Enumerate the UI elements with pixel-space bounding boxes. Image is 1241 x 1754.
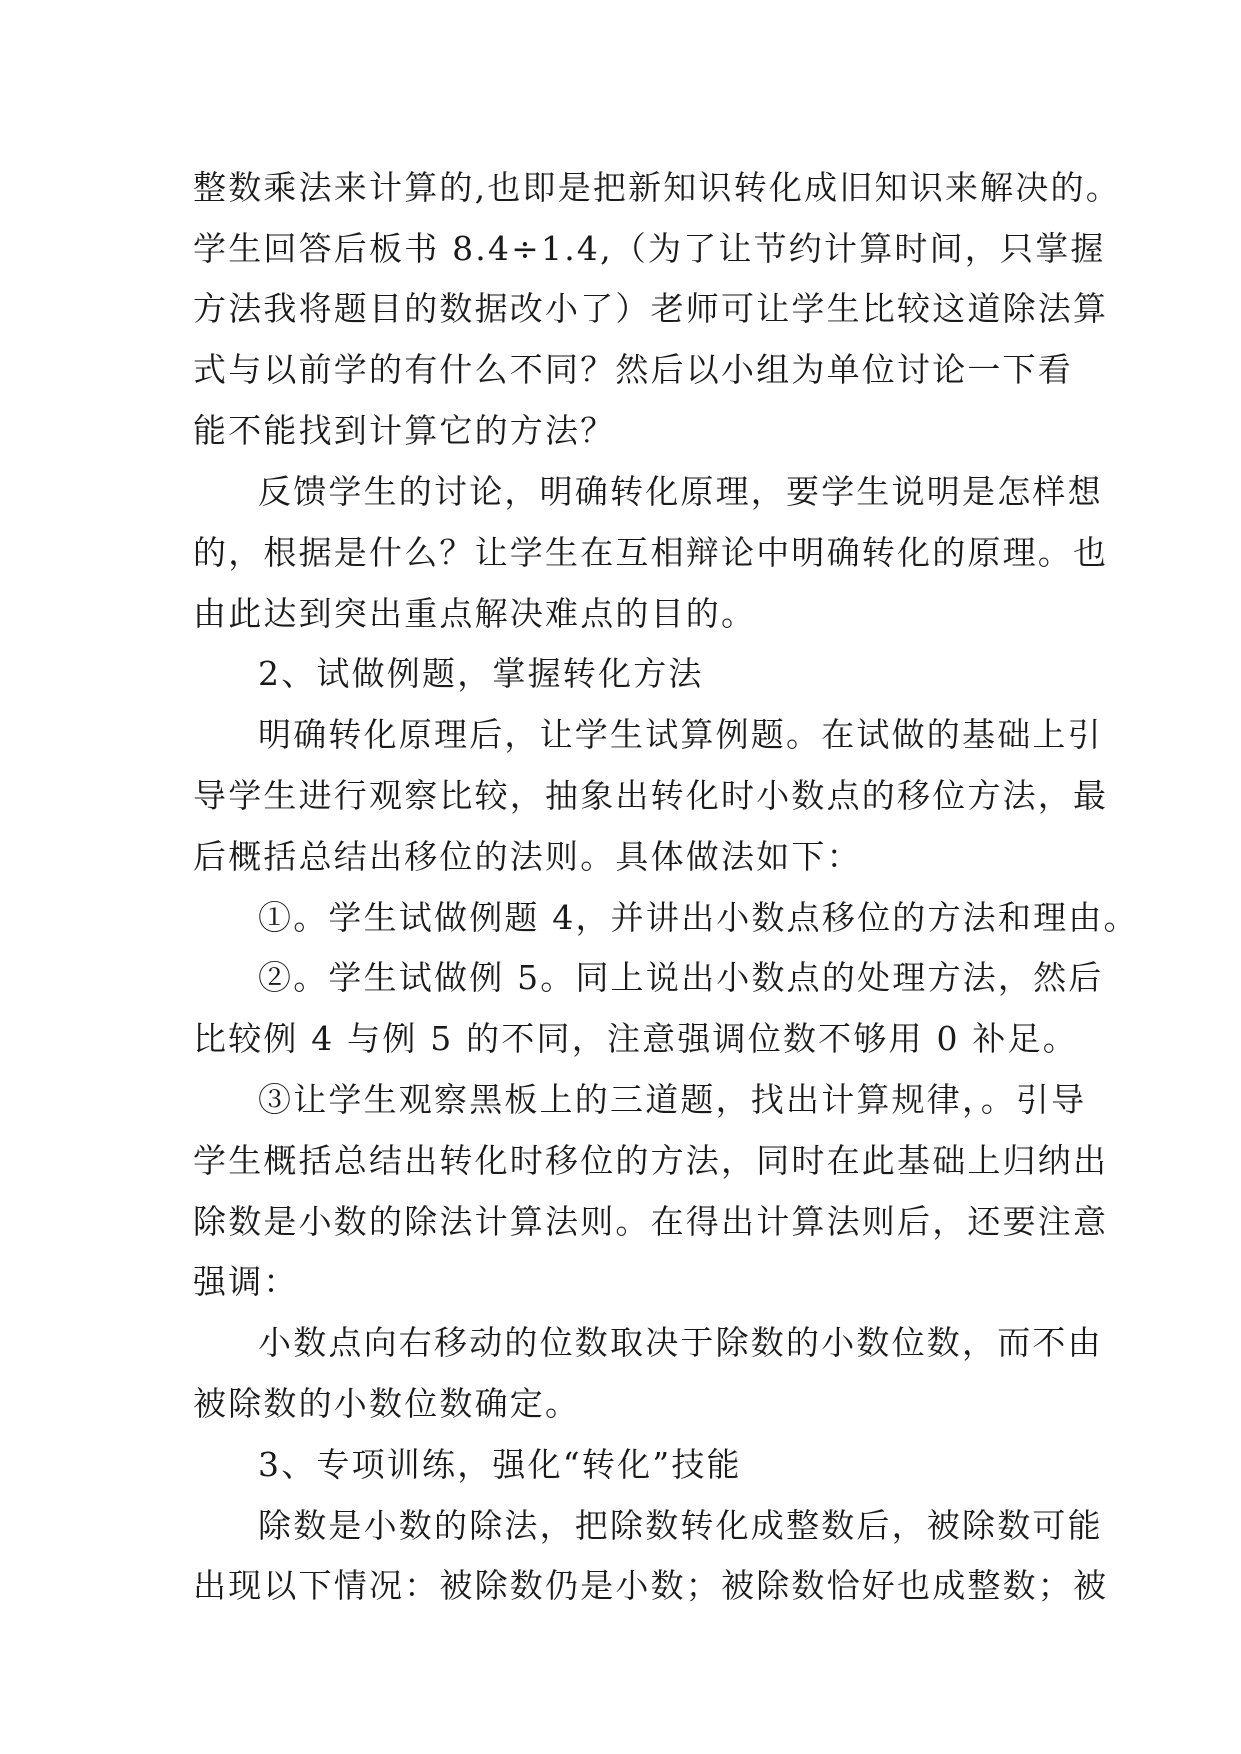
text-line-5: 能不能找到计算它的方法？ — [193, 411, 616, 450]
list-item-2: ②。学生试做例 5。同上说出小数点的处理方法，然后 — [258, 958, 1104, 997]
text-line-17: 学生概括总结出转化时移位的方法，同时在此基础上归纳出 — [193, 1141, 1109, 1180]
paragraph-training-start: 除数是小数的除法，把除数转化成整数后，被除数可能 — [258, 1506, 1103, 1545]
text-line-19: 强调： — [193, 1262, 299, 1301]
section-heading-2: 2、试做例题，掌握转化方法 — [258, 654, 704, 693]
text-line-15: 比较例 4 与例 5 的不同，注意强调位数不够用 0 补足。 — [193, 1019, 1078, 1058]
list-item-3: ③让学生观察黑板上的三道题，找出计算规律，。引导 — [258, 1080, 1087, 1119]
text-line-4: 式与以前学的有什么不同？然后以小组为单位讨论一下看 — [193, 350, 1073, 389]
text-line-8: 由此达到突出重点解决难点的目的。 — [193, 594, 757, 633]
text-line-11: 导学生进行观察比较，抽象出转化时小数点的移位方法，最 — [193, 776, 1109, 815]
list-item-1: ①。学生试做例题 4，并讲出小数点移位的方法和理由。 — [258, 898, 1139, 937]
paragraph-example-start: 明确转化原理后，让学生试算例题。在试做的基础上引 — [258, 715, 1103, 754]
paragraph-rule-start: 小数点向右移动的位数取决于除数的小数位数，而不由 — [258, 1323, 1103, 1362]
text-line-3: 方法我将题目的数据改小了）老师可让学生比较这道除法算 — [193, 289, 1109, 328]
text-line-18: 除数是小数的除法计算法则。在得出计算法则后，还要注意 — [193, 1202, 1109, 1241]
text-line-2: 学生回答后板书 8.4÷1.4,（为了让节约计算时间，只掌握 — [193, 229, 1106, 268]
paragraph-feedback-start: 反馈学生的讨论，明确转化原理，要学生说明是怎样想 — [258, 472, 1103, 511]
section-heading-3: 3、专项训练，强化“转化”技能 — [258, 1445, 742, 1484]
text-line-21: 被除数的小数位数确定。 — [193, 1384, 581, 1423]
text-line-7: 的，根据是什么？让学生在互相辩论中明确转化的原理。也 — [193, 533, 1109, 572]
text-line-1: 整数乘法来计算的,也即是把新知识转化成旧知识来解决的。 — [193, 168, 1121, 207]
text-line-12: 后概括总结出移位的法则。具体做法如下： — [193, 837, 862, 876]
text-line-24: 出现以下情况：被除数仍是小数；被除数恰好也成整数；被 — [193, 1566, 1109, 1605]
